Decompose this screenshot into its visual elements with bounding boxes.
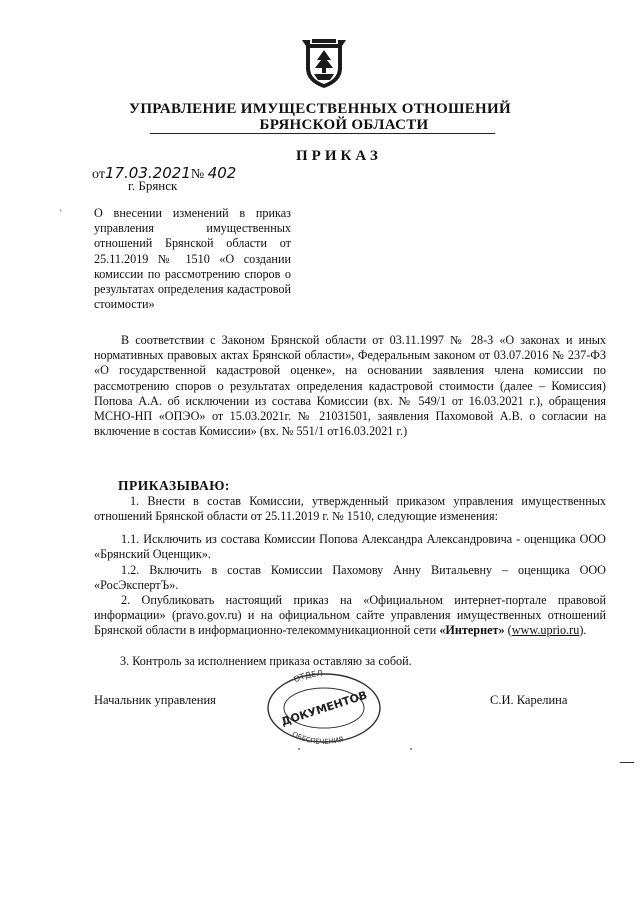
stamp-center-text: ДОКУМЕНТОВ bbox=[279, 688, 369, 729]
margin-mark: ' bbox=[60, 208, 62, 218]
item-2-internet: «Интернет» bbox=[439, 623, 505, 638]
item-1: 1. Внести в состав Комиссии, утвержденный приказом управления имущественных отношений Брянской области от 25.11.2019 г. № 1510, следующие изменения: bbox=[94, 494, 606, 524]
stamp-icon bbox=[258, 662, 390, 744]
item-2-paren: ( bbox=[504, 623, 512, 638]
coat-of-arms-icon bbox=[300, 38, 348, 90]
edge-mark bbox=[620, 762, 634, 763]
handwritten-date: 17.03.2021 bbox=[104, 164, 191, 182]
stamp-top-text: ОТДЕЛ bbox=[292, 668, 323, 685]
date-prefix: от bbox=[92, 167, 105, 182]
signatory-name: С.И. Карелина bbox=[490, 693, 568, 707]
item-2 bbox=[94, 593, 606, 639]
preamble: В соответствии с Законом Брянской области от 03.11.1997 № 28-З «О законах и иных нормативных правовых актах Брянской области», Федеральным законом от 03.07.2016 № 237-ФЗ «О государственной кадастровой оценке», на основании заявления члена комиссии по рассмотрению споров о результатах определения кадастровой стоимости (далее – Комиссия) Попова А.А. об исключении из состава Комиссии (вх. № 549/1 от 16.03.2021 г.), обращения МСНО-НП «ОПЭО» от 15.03.2021г. № 21031501, заявления Пахомовой А.В. о согласии на включение в состав Комиссии» (вх. № 551/1 от16.03.2021 г.) bbox=[94, 333, 606, 439]
order-heading: ПРИКАЗЫВАЮ: bbox=[118, 478, 230, 493]
number-label: № bbox=[190, 167, 205, 182]
item-2-text: 2. Опубликовать настоящий приказ на «Официальном интернет-портале правовой информации» (pravo.gov.ru) и на официальном сайте управления имущественных отношений Брянской области в информационно-телекоммуникационной сети bbox=[94, 593, 606, 638]
stamp-bottom-text: ОБЕСПЕЧЕНИЯ bbox=[290, 730, 345, 744]
scan-speck bbox=[298, 748, 300, 750]
organization-name-line1: УПРАВЛЕНИЕ ИМУЩЕСТВЕННЫХ ОТНОШЕНИЙ bbox=[129, 101, 511, 117]
item-2-link[interactable]: www.uprio.ru bbox=[511, 623, 580, 638]
header-divider bbox=[150, 133, 495, 134]
order-subject: О внесении изменений в приказ управления имущественных отношений Брянской области от 25.11.2019 № 1510 «О создании комиссии по рассмотрению споров о результатах определения кадастровой стоимости» bbox=[94, 206, 291, 312]
item-1-1: 1.1. Исключить из состава Комиссии Попова Александра Александровича - оценщика ООО «Брянский Оценщик». bbox=[94, 532, 606, 562]
organization-name-line2: БРЯНСКОЙ ОБЛАСТИ bbox=[259, 117, 429, 133]
item-3: 3. Контроль за исполнением приказа оставляю за собой. bbox=[120, 654, 412, 668]
item-2-end: ). bbox=[579, 623, 587, 638]
item-1-2: 1.2. Включить в состав Комиссии Пахомову Анну Витальевну – оценщика ООО «РосЭкспертЪ». bbox=[94, 563, 606, 593]
city: г. Брянск bbox=[128, 178, 178, 193]
scan-speck bbox=[410, 748, 412, 750]
document-type: ПРИКАЗ bbox=[296, 148, 382, 164]
handwritten-number: 402 bbox=[207, 164, 237, 182]
signatory-title: Начальник управления bbox=[94, 693, 216, 707]
